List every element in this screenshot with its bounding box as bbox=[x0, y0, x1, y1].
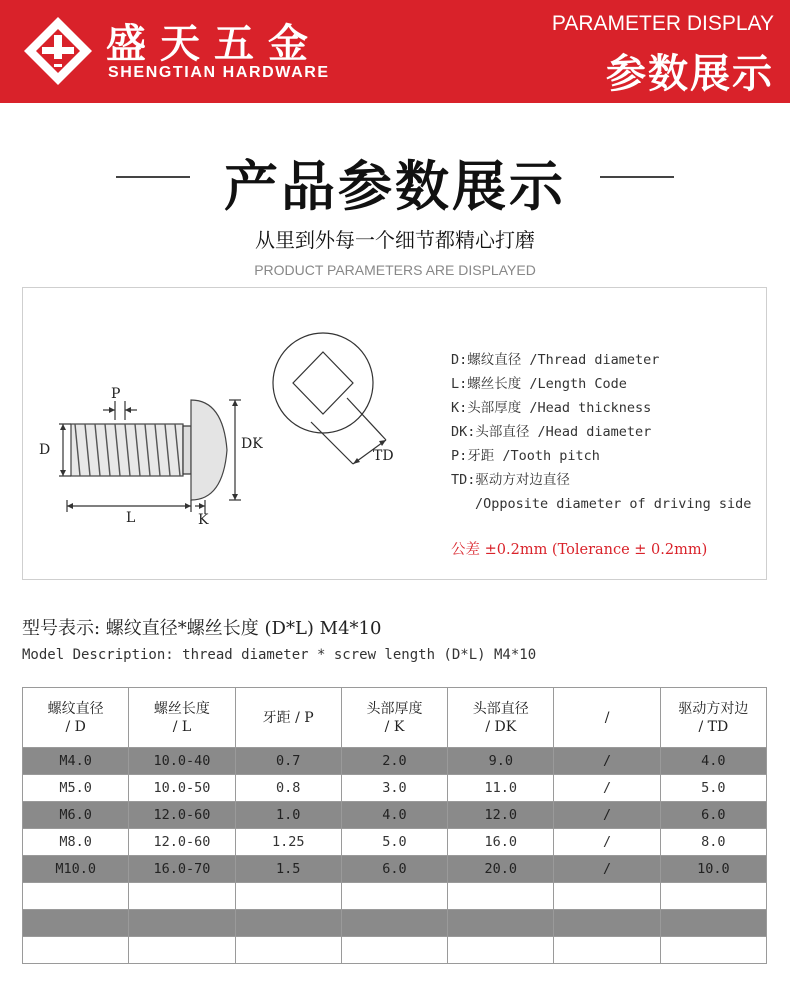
table-cell: 16.0 bbox=[448, 829, 554, 856]
table-cell: / bbox=[554, 856, 660, 883]
table-cell: 16.0-70 bbox=[129, 856, 235, 883]
table-cell bbox=[448, 937, 554, 964]
brand-logo-icon bbox=[20, 13, 96, 89]
spec-table bbox=[22, 687, 767, 964]
table-header-row bbox=[23, 688, 767, 748]
table-cell: 4.0 bbox=[341, 802, 447, 829]
table-cell bbox=[554, 910, 660, 937]
table-cell bbox=[235, 910, 341, 937]
table-cell bbox=[235, 883, 341, 910]
table-cell: M5.0 bbox=[23, 775, 129, 802]
table-cell bbox=[129, 937, 235, 964]
table-cell: / bbox=[554, 802, 660, 829]
table-cell: 2.0 bbox=[341, 748, 447, 775]
model-description-en: Model Description: thread diameter * screw length (D*L) M4*10 bbox=[22, 647, 537, 663]
table-cell bbox=[660, 910, 766, 937]
table-cell bbox=[23, 883, 129, 910]
table-cell: 9.0 bbox=[448, 748, 554, 775]
table-cell bbox=[23, 910, 129, 937]
table-cell: 10.0-50 bbox=[129, 775, 235, 802]
header-thread-diameter: 螺纹直径 / D bbox=[23, 688, 129, 748]
table-cell: 12.0-60 bbox=[129, 829, 235, 856]
parameter-display-en: PARAMETER DISPLAY bbox=[551, 12, 774, 35]
header-slash: / bbox=[554, 688, 660, 748]
table-cell: 12.0 bbox=[448, 802, 554, 829]
table-cell: 5.0 bbox=[660, 775, 766, 802]
table-cell: 0.8 bbox=[235, 775, 341, 802]
table-cell: 1.25 bbox=[235, 829, 341, 856]
table-cell bbox=[129, 910, 235, 937]
label-td: TD bbox=[373, 448, 394, 464]
table-row bbox=[23, 748, 767, 775]
table-cell: M10.0 bbox=[23, 856, 129, 883]
table-cell: 10.0 bbox=[660, 856, 766, 883]
table-cell: 0.7 bbox=[235, 748, 341, 775]
header-head-thickness: 头部厚度 / K bbox=[341, 688, 447, 748]
parameter-display-cn: 参数展示 bbox=[606, 51, 774, 97]
table-cell: 5.0 bbox=[341, 829, 447, 856]
table-cell: 3.0 bbox=[341, 775, 447, 802]
table-row bbox=[23, 856, 767, 883]
table-cell: 8.0 bbox=[660, 829, 766, 856]
table-cell: M4.0 bbox=[23, 748, 129, 775]
table-cell: 1.0 bbox=[235, 802, 341, 829]
dimension-legend bbox=[451, 348, 751, 516]
table-row bbox=[23, 883, 767, 910]
table-cell bbox=[341, 937, 447, 964]
table-cell: M6.0 bbox=[23, 802, 129, 829]
table-cell bbox=[660, 937, 766, 964]
table-cell: / bbox=[554, 748, 660, 775]
legend-item: DK:头部直径 /Head diameter bbox=[451, 424, 652, 440]
section-subtitle: 从里到外每一个细节都精心打磨 bbox=[255, 228, 535, 252]
brand-name-en: SHENGTIAN HARDWARE bbox=[108, 64, 330, 81]
table-row bbox=[23, 937, 767, 964]
table-cell: 6.0 bbox=[660, 802, 766, 829]
table-cell bbox=[235, 937, 341, 964]
table-cell bbox=[129, 883, 235, 910]
table-cell: 11.0 bbox=[448, 775, 554, 802]
legend-item: /Opposite diameter of driving side bbox=[475, 496, 752, 512]
label-p: P bbox=[111, 386, 121, 402]
table-cell bbox=[660, 883, 766, 910]
table-cell bbox=[554, 883, 660, 910]
table-cell bbox=[23, 937, 129, 964]
model-description-cn: 型号表示: 螺纹直径*螺丝长度 (D*L) M4*10 bbox=[22, 618, 382, 639]
table-cell bbox=[448, 910, 554, 937]
header-tooth-pitch: 牙距 / P bbox=[235, 688, 341, 748]
table-cell: 1.5 bbox=[235, 856, 341, 883]
label-k: K bbox=[198, 512, 209, 528]
legend-item: D:螺纹直径 /Thread diameter bbox=[451, 352, 660, 368]
table-row bbox=[23, 910, 767, 937]
legend-item: K:头部厚度 /Head thickness bbox=[451, 400, 652, 416]
brand-name-cn: 盛天五金 bbox=[106, 21, 322, 67]
legend-item: TD:驱动方对边直径 bbox=[451, 472, 570, 488]
label-dk: DK bbox=[241, 436, 263, 452]
label-l: L bbox=[126, 510, 136, 526]
table-cell: 20.0 bbox=[448, 856, 554, 883]
header-screw-length: 螺丝长度 / L bbox=[129, 688, 235, 748]
header-drive-size: 驱动方对边 / TD bbox=[660, 688, 766, 748]
header-head-diameter: 头部直径 / DK bbox=[448, 688, 554, 748]
table-cell bbox=[341, 910, 447, 937]
table-row bbox=[23, 802, 767, 829]
section-title: 产品参数展示 bbox=[224, 155, 566, 218]
table-row bbox=[23, 829, 767, 856]
header-banner bbox=[0, 0, 790, 103]
legend-item: P:牙距 /Tooth pitch bbox=[451, 448, 600, 464]
screw-diagram-panel bbox=[22, 287, 767, 580]
table-cell bbox=[448, 883, 554, 910]
table-row bbox=[23, 775, 767, 802]
table-cell: 12.0-60 bbox=[129, 802, 235, 829]
table-cell bbox=[341, 883, 447, 910]
table-cell: / bbox=[554, 775, 660, 802]
table-cell bbox=[554, 937, 660, 964]
table-cell: M8.0 bbox=[23, 829, 129, 856]
table-cell: 10.0-40 bbox=[129, 748, 235, 775]
legend-item: L:螺丝长度 /Length Code bbox=[451, 376, 627, 392]
tolerance-note: 公差 ±0.2mm (Tolerance ± 0.2mm) bbox=[451, 542, 708, 558]
table-cell: / bbox=[554, 829, 660, 856]
section-subtitle-en: PRODUCT PARAMETERS ARE DISPLAYED bbox=[254, 262, 536, 278]
table-cell: 4.0 bbox=[660, 748, 766, 775]
label-d: D bbox=[39, 442, 51, 458]
table-cell: 6.0 bbox=[341, 856, 447, 883]
